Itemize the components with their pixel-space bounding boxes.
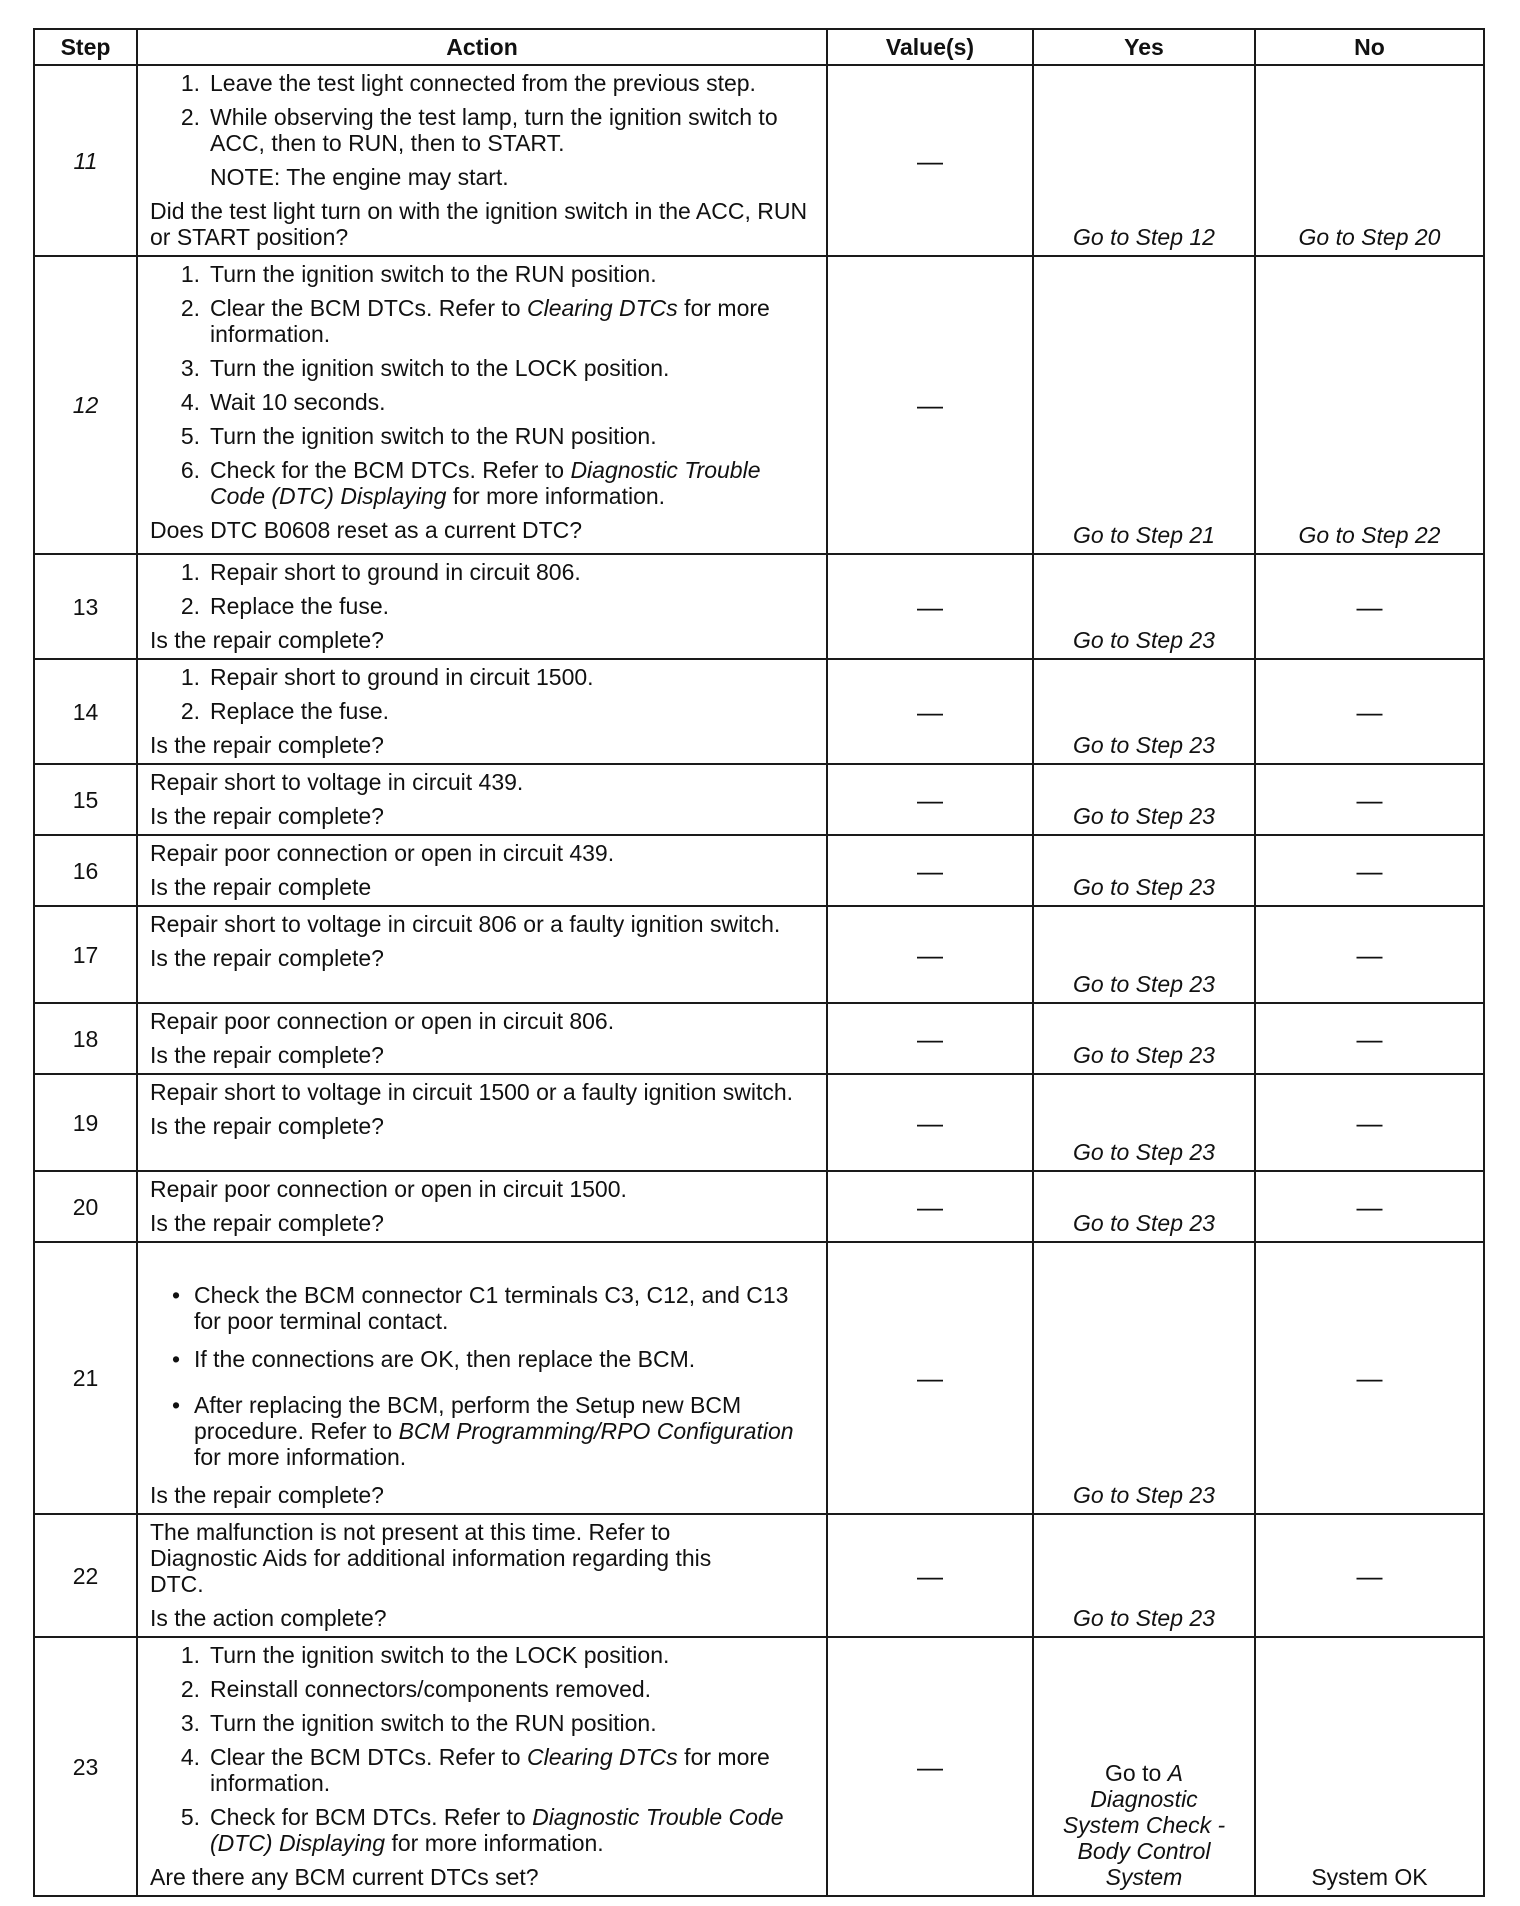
header-action: Action bbox=[137, 29, 827, 65]
action-item: Replace the fuse. bbox=[210, 593, 390, 619]
action-item: Check for the BCM DTCs. Refer to bbox=[210, 457, 571, 483]
action-item: Turn the ignition switch to the RUN position. bbox=[210, 1710, 657, 1736]
no-cell: — bbox=[1255, 1514, 1484, 1637]
action-item: Wait 10 seconds. bbox=[210, 389, 386, 415]
value-cell: — bbox=[827, 1003, 1033, 1074]
yes-prefix: Go to bbox=[1105, 1760, 1168, 1786]
action-item: While observing the test lamp, turn the ignition switch to ACC, then to RUN, then to START. bbox=[210, 104, 778, 156]
action-question: Is the action complete? bbox=[150, 1605, 387, 1631]
table-row bbox=[34, 835, 1484, 906]
action-question: Did the test light turn on with the ignition switch in the ACC, RUN or START position? bbox=[150, 198, 808, 250]
action-cell bbox=[137, 1514, 827, 1637]
value-cell: — bbox=[827, 1637, 1033, 1896]
table-row bbox=[34, 1003, 1484, 1074]
reference-link: Diagnostic Trouble Code (DTC) Displaying bbox=[210, 1804, 784, 1856]
action-text: Repair short to voltage in circuit 1500 or a faulty ignition switch. bbox=[150, 1079, 794, 1105]
action-item: Replace the fuse. bbox=[210, 698, 390, 724]
yes-cell: Go to Step 21 bbox=[1033, 256, 1255, 554]
yes-cell: Go to Step 23 bbox=[1033, 659, 1255, 764]
action-bullet-tail: for more information. bbox=[194, 1444, 407, 1470]
action-question: Is the repair complete bbox=[150, 874, 372, 900]
action-item: Turn the ignition switch to the LOCK position. bbox=[210, 1642, 670, 1668]
action-bullet: Check the BCM connector C1 terminals C3, C12, and C13 for poor terminal contact. bbox=[194, 1282, 789, 1334]
action-question: Is the repair complete? bbox=[150, 1113, 384, 1139]
value-cell: — bbox=[827, 906, 1033, 1003]
action-item-tail: for more information. bbox=[385, 1830, 604, 1856]
no-cell: — bbox=[1255, 659, 1484, 764]
action-cell: 1. Repair short to ground in circuit 806. 2. Replace the fuse. Is the repair complete? bbox=[137, 554, 827, 659]
no-cell: — bbox=[1255, 835, 1484, 906]
action-cell: • Check the BCM connector C1 terminals C3, C12, and C13 for poor terminal contact. • If the connections are OK, then replace the BCM. • After replacing the BCM, perform the Setup new BCM procedure. Refer to BCM Programming/RPO Configuration for more information. Is the repair complete? bbox=[137, 1242, 827, 1514]
action-question: Is the repair complete? bbox=[150, 1482, 384, 1508]
no-cell: — bbox=[1255, 1003, 1484, 1074]
action-text: The malfunction is not present at this time. Refer to Diagnostic Aids for additional information regarding this DTC. bbox=[150, 1519, 712, 1597]
reference-link: Clearing DTCs bbox=[526, 1744, 678, 1770]
action-cell bbox=[137, 1171, 827, 1242]
action-item: Clear the BCM DTCs. Refer to bbox=[210, 1744, 527, 1770]
value-cell: — bbox=[827, 835, 1033, 906]
action-cell bbox=[137, 1003, 827, 1074]
action-question: Is the repair complete? bbox=[150, 945, 384, 971]
value-cell: — bbox=[827, 659, 1033, 764]
action-question: Is the repair complete? bbox=[150, 627, 384, 653]
yes-cell: Go to Step 12 bbox=[1033, 65, 1255, 256]
no-cell: Go to Step 22 bbox=[1255, 256, 1484, 554]
yes-cell: Go to Step 23 bbox=[1033, 1074, 1255, 1171]
yes-cell: Go to Step 23 bbox=[1033, 906, 1255, 1003]
header-yes: Yes bbox=[1033, 29, 1255, 65]
action-item-tail: for more information. bbox=[446, 483, 666, 509]
action-item-tail: for more information. bbox=[210, 295, 770, 347]
no-cell: — bbox=[1255, 1242, 1484, 1514]
step-number: 13 bbox=[34, 554, 137, 659]
action-item: Turn the ignition switch to the RUN position. bbox=[210, 423, 657, 449]
action-text: Repair poor connection or open in circuit 439. bbox=[150, 840, 615, 866]
value-cell: — bbox=[827, 256, 1033, 554]
action-cell: 1. Repair short to ground in circuit 1500. 2. Replace the fuse. Is the repair complete? bbox=[137, 659, 827, 764]
step-number: 11 bbox=[34, 65, 137, 256]
no-cell: — bbox=[1255, 906, 1484, 1003]
step-number: 18 bbox=[34, 1003, 137, 1074]
yes-cell: Go to Step 23 bbox=[1033, 554, 1255, 659]
no-cell: — bbox=[1255, 1171, 1484, 1242]
reference-link: Clearing DTCs bbox=[526, 295, 678, 321]
value-cell: — bbox=[827, 65, 1033, 256]
step-number: 17 bbox=[34, 906, 137, 1003]
action-text: Repair poor connection or open in circuit 806. bbox=[150, 1008, 615, 1034]
action-question: Does DTC B0608 reset as a current DTC? bbox=[150, 517, 583, 543]
table-header-row bbox=[34, 29, 1484, 65]
step-number: 12 bbox=[34, 256, 137, 554]
action-text: Repair short to voltage in circuit 439. bbox=[150, 769, 524, 795]
action-question: Are there any BCM current DTCs set? bbox=[150, 1864, 539, 1890]
value-cell: — bbox=[827, 1514, 1033, 1637]
action-note: NOTE: The engine may start. bbox=[210, 164, 509, 190]
action-question: Is the repair complete? bbox=[150, 1210, 384, 1236]
no-cell: Go to Step 20 bbox=[1255, 65, 1484, 256]
action-cell bbox=[137, 1074, 827, 1171]
action-text: Repair short to voltage in circuit 806 or a faulty ignition switch. bbox=[150, 911, 781, 937]
action-item: Leave the test light connected from the previous step. bbox=[210, 70, 756, 96]
step-number: 23 bbox=[34, 1637, 137, 1896]
action-cell: 1. Turn the ignition switch to the RUN position. 2. Clear the BCM DTCs. Refer to Clearing DTCs for more information. 3. Turn the ignition switch to the LOCK position. 4. Wait 10 seconds. 5. Turn the ignition switch to the RUN position. 6. Check for the BCM DTCs. Refer to Diagnostic Trouble Code (DTC) Displaying for more information. Does DTC B0608 reset as a current DTC? bbox=[137, 256, 827, 554]
header-no: No bbox=[1255, 29, 1484, 65]
header-values: Value(s) bbox=[827, 29, 1033, 65]
action-item: Turn the ignition switch to the RUN position. bbox=[210, 261, 657, 287]
action-bullet: After replacing the BCM, perform the Setup new BCM procedure. Refer to bbox=[194, 1392, 742, 1444]
action-item: Repair short to ground in circuit 806. bbox=[210, 559, 581, 585]
diagnostic-table-page bbox=[33, 28, 1483, 1890]
step-number: 22 bbox=[34, 1514, 137, 1637]
table-row bbox=[34, 659, 1484, 764]
table-row bbox=[34, 1074, 1484, 1171]
step-number: 20 bbox=[34, 1171, 137, 1242]
no-cell: — bbox=[1255, 554, 1484, 659]
table-row bbox=[34, 554, 1484, 659]
value-cell: — bbox=[827, 554, 1033, 659]
action-item: Check for BCM DTCs. Refer to bbox=[210, 1804, 533, 1830]
step-number: 21 bbox=[34, 1242, 137, 1514]
table-row bbox=[34, 1242, 1484, 1514]
yes-cell bbox=[1033, 1637, 1255, 1896]
step-number: 15 bbox=[34, 764, 137, 835]
step-number: 14 bbox=[34, 659, 137, 764]
action-cell bbox=[137, 764, 827, 835]
reference-link: Diagnostic Trouble Code (DTC) Displaying bbox=[210, 457, 761, 509]
action-question: Is the repair complete? bbox=[150, 732, 384, 758]
no-cell: System OK bbox=[1255, 1637, 1484, 1896]
table-row bbox=[34, 1514, 1484, 1637]
action-text: Repair poor connection or open in circuit 1500. bbox=[150, 1176, 627, 1202]
action-item: Clear the BCM DTCs. Refer to bbox=[210, 295, 527, 321]
table-row bbox=[34, 906, 1484, 1003]
step-number: 16 bbox=[34, 835, 137, 906]
table-row bbox=[34, 764, 1484, 835]
action-item: Repair short to ground in circuit 1500. bbox=[210, 664, 594, 690]
value-cell: — bbox=[827, 1242, 1033, 1514]
action-cell bbox=[137, 906, 827, 1003]
reference-link: A Diagnostic System Check - Body Control System bbox=[1062, 1760, 1226, 1890]
action-item: Reinstall connectors/components removed. bbox=[210, 1676, 652, 1702]
diagnostic-table bbox=[33, 28, 1485, 1897]
no-cell: — bbox=[1255, 1074, 1484, 1171]
step-number: 19 bbox=[34, 1074, 137, 1171]
action-bullet: If the connections are OK, then replace the BCM. bbox=[194, 1346, 696, 1372]
yes-cell: Go to Step 23 bbox=[1033, 1171, 1255, 1242]
yes-cell: Go to Step 23 bbox=[1033, 1514, 1255, 1637]
yes-cell: Go to Step 23 bbox=[1033, 1003, 1255, 1074]
action-item: Turn the ignition switch to the LOCK position. bbox=[210, 355, 670, 381]
table-row bbox=[34, 65, 1484, 256]
yes-cell: Go to Step 23 bbox=[1033, 1242, 1255, 1514]
action-question: Is the repair complete? bbox=[150, 803, 384, 829]
value-cell: — bbox=[827, 1074, 1033, 1171]
value-cell: — bbox=[827, 764, 1033, 835]
yes-cell: Go to Step 23 bbox=[1033, 835, 1255, 906]
value-cell: — bbox=[827, 1171, 1033, 1242]
table-row bbox=[34, 1637, 1484, 1896]
table-row bbox=[34, 1171, 1484, 1242]
action-cell: 1. Turn the ignition switch to the LOCK position. 2. Reinstall connectors/components removed. 3. Turn the ignition switch to the RUN position. 4. Clear the BCM DTCs. Refer to Clearing DTCs for more information. 5. Check for BCM DTCs. Refer to Diagnostic Trouble Code (DTC) Displaying for more information. Are there any BCM current DTCs set? bbox=[137, 1637, 827, 1896]
header-step: Step bbox=[34, 29, 137, 65]
table-row bbox=[34, 256, 1484, 554]
no-cell: — bbox=[1255, 764, 1484, 835]
yes-cell: Go to Step 23 bbox=[1033, 764, 1255, 835]
action-cell: 1. Leave the test light connected from the previous step. 2. While observing the test lamp, turn the ignition switch to ACC, then to RUN, then to START. NOTE: The engine may start. Did the test light turn on with the ignition switch in the ACC, RUN or START position? bbox=[137, 65, 827, 256]
action-cell bbox=[137, 835, 827, 906]
action-item-tail: for more information. bbox=[210, 1744, 770, 1796]
action-question: Is the repair complete? bbox=[150, 1042, 384, 1068]
reference-link: BCM Programming/RPO Configuration bbox=[398, 1418, 794, 1444]
